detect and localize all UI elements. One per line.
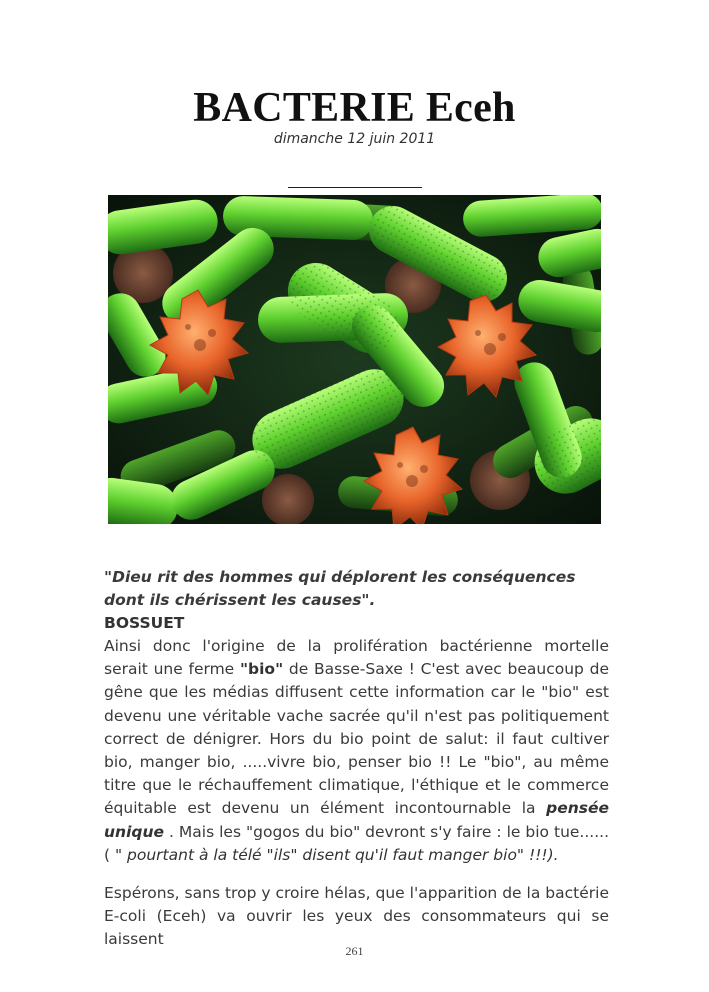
page-number: 261: [345, 944, 364, 958]
bio-bold: "bio": [239, 660, 284, 679]
article-date: dimanche 12 juin 2011: [273, 131, 436, 147]
paragraph-2: Espérons, sans trop y croire hélas, que l'apparition de la bactérie E-coli (Eceh) va ouvrir les yeux des consommateurs qui se laissent: [104, 884, 609, 949]
paragraph-1-text-c: . Mais les "gogos du bio" devront s'y faire : le bio tue...... (: [104, 822, 609, 864]
paragraph-1-text-a: Ainsi donc l'origine de la prolifération bactérienne mortelle serait une ferme: [104, 637, 609, 679]
epigraph-author: BOSSUET: [104, 614, 185, 632]
paragraph-1-text-b: de Basse-Saxe ! C'est avec beaucoup de gêne que les médias diffusent cette information car le "bio" est devenu une véritable vache sacrée qu'il n'est pas politiquement correct de dénigrer. Hors du bio point de salut: il faut cultiver bio, manger bio, .....vivre bio, penser bio !! Le "bio", au même titre que le réchauffement climatique, l'éthique et le commerce équitable est devenu un élément incontournable la: [104, 660, 609, 818]
paragraph-1-italic-tail: " pourtant à la télé "ils" disent qu'il faut manger bio" !!!).: [114, 845, 559, 864]
bacteria-illustration: [108, 195, 601, 524]
paragraph-1: [104, 635, 609, 867]
title-divider: [288, 187, 422, 188]
pensee-unique-emphasis: pensée unique: [104, 799, 609, 841]
article-title: BACTERIE Eceh: [193, 85, 516, 131]
epigraph-quote: "Dieu rit des hommes qui déplorent les conséquences dont ils chérissent les causes".: [104, 568, 576, 610]
